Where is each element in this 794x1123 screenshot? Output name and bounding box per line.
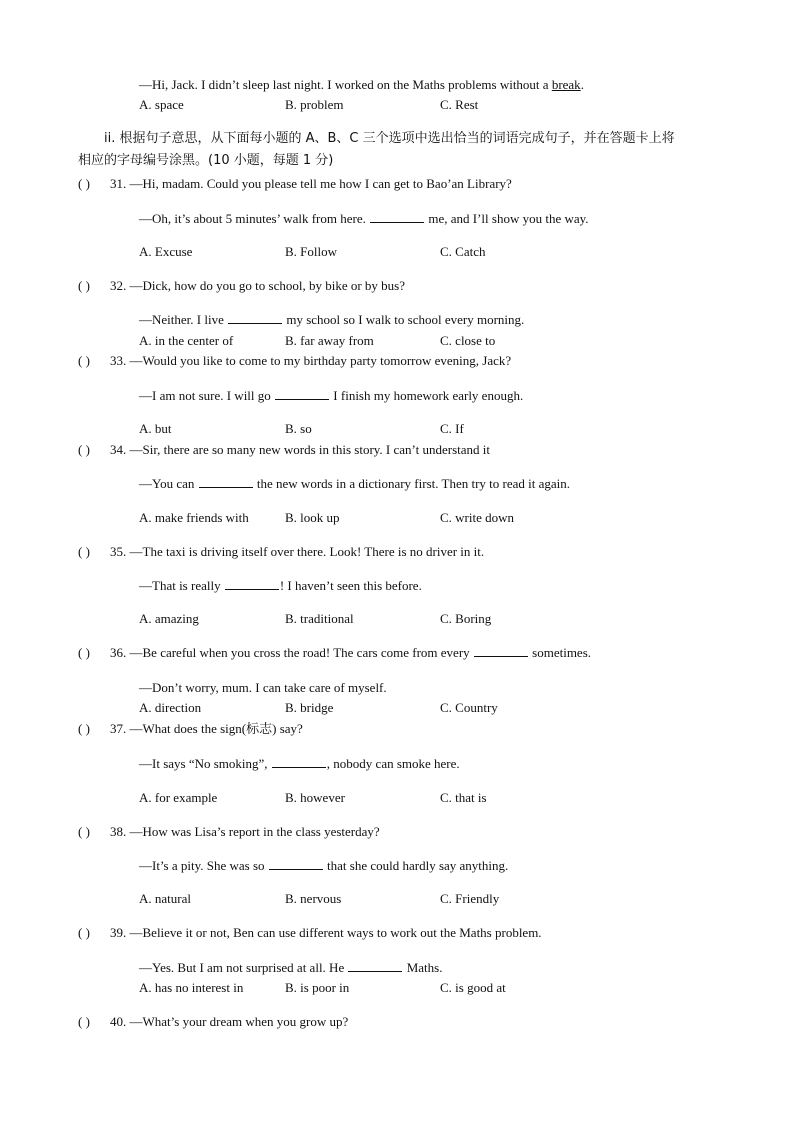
answer-text-pre: —I am not sure. I will go xyxy=(139,388,275,403)
answer-paren-38[interactable]: ( ) xyxy=(78,824,90,839)
answer-text-post: Maths. xyxy=(403,960,443,975)
option-37-c: C. that is xyxy=(440,790,487,805)
question-number: 31. xyxy=(110,176,127,191)
option-31-b: B. Follow xyxy=(285,244,338,259)
question-text: —What’s your dream when you grow up? xyxy=(129,1014,349,1029)
fill-blank xyxy=(370,211,424,223)
question-number: 38. xyxy=(110,824,127,839)
fill-blank xyxy=(199,476,253,488)
section-instruction-line1: ii. 根据句子意思，从下面每小题的 A、B、C 三个选项中选出恰当的词语完成句子，并在答题卡上将 xyxy=(104,131,675,146)
option-38-a: A. natural xyxy=(139,891,191,906)
question-text-post: sometimes. xyxy=(528,645,592,660)
option-32-c: C. close to xyxy=(440,333,496,348)
answer-paren-39[interactable]: ( ) xyxy=(78,925,90,940)
prev-dialogue-end: . xyxy=(580,77,584,92)
question-number: 35. xyxy=(110,544,127,559)
question-33 xyxy=(110,353,511,369)
answer-text-pre: —Oh, it’s about 5 minutes’ walk from here. xyxy=(139,211,370,226)
option-36-c: C. Country xyxy=(440,700,498,715)
answer-paren-35[interactable]: ( ) xyxy=(78,544,90,559)
question-36 xyxy=(110,645,591,661)
question-32 xyxy=(110,278,405,294)
answer-line-32 xyxy=(139,312,524,328)
answer-line-36: —Don’t worry, mum. I can take care of myself. xyxy=(139,680,387,695)
fill-blank xyxy=(275,388,329,400)
answer-text-pre: —You can xyxy=(139,476,198,491)
option-34-c: C. write down xyxy=(440,510,515,525)
question-31 xyxy=(110,176,512,192)
fill-blank xyxy=(225,578,279,590)
answer-line-35 xyxy=(139,578,422,594)
fill-blank xyxy=(272,756,326,768)
question-number: 40. xyxy=(110,1014,127,1029)
option-35-b: B. traditional xyxy=(285,611,354,626)
answer-paren-32[interactable]: ( ) xyxy=(78,278,90,293)
fill-blank xyxy=(269,858,323,870)
question-text: —Would you like to come to my birthday party tomorrow evening, Jack? xyxy=(129,353,512,368)
prev-option-a: A. space xyxy=(139,97,184,112)
question-35 xyxy=(110,544,484,560)
answer-text-post: my school so I walk to school every morning. xyxy=(283,312,525,327)
answer-line-37 xyxy=(139,756,460,772)
answer-text-post: ! I haven’t seen this before. xyxy=(279,578,422,593)
answer-paren-40[interactable]: ( ) xyxy=(78,1014,90,1029)
question-text: —Hi, madam. Could you please tell me how I can get to Bao’an Library? xyxy=(129,176,512,191)
question-number: 32. xyxy=(110,278,127,293)
prev-dialogue-text: —Hi, Jack. I didn’t sleep last night. I worked on the Maths problems without a xyxy=(139,77,552,92)
answer-paren-31[interactable]: ( ) xyxy=(78,176,90,191)
option-38-b: B. nervous xyxy=(285,891,342,906)
answer-text-pre: —Neither. I live xyxy=(139,312,228,327)
fill-blank xyxy=(228,312,282,324)
option-31-a: A. Excuse xyxy=(139,244,193,259)
option-31-c: C. Catch xyxy=(440,244,486,259)
answer-text-post: the new words in a dictionary first. Then try to read it again. xyxy=(253,476,571,491)
answer-line-33 xyxy=(139,388,523,404)
answer-text-post: me, and I’ll show you the way. xyxy=(425,211,589,226)
answer-text-post: , nobody can smoke here. xyxy=(326,756,460,771)
option-39-a: A. has no interest in xyxy=(139,980,244,995)
option-34-a: A. make friends with xyxy=(139,510,249,525)
question-text: —What does the sign(标志) say? xyxy=(129,721,303,736)
answer-text-post: I finish my homework early enough. xyxy=(330,388,524,403)
option-32-a: A. in the center of xyxy=(139,333,234,348)
prev-option-b: B. problem xyxy=(285,97,344,112)
answer-text-pre: —It says “No smoking”, xyxy=(139,756,271,771)
question-text-pre: —Be careful when you cross the road! The cars come from every xyxy=(129,645,473,660)
question-text: —Sir, there are so many new words in this story. I can’t understand it xyxy=(129,442,491,457)
option-39-b: B. is poor in xyxy=(285,980,350,995)
answer-paren-34[interactable]: ( ) xyxy=(78,442,90,457)
fill-blank xyxy=(474,645,528,657)
answer-text-pre: —That is really xyxy=(139,578,224,593)
option-35-a: A. amazing xyxy=(139,611,199,626)
answer-text-pre: —It’s a pity. She was so xyxy=(139,858,268,873)
question-text: —How was Lisa’s report in the class yesterday? xyxy=(129,824,380,839)
question-number: 34. xyxy=(110,442,127,457)
answer-paren-33[interactable]: ( ) xyxy=(78,353,90,368)
question-34 xyxy=(110,442,490,458)
option-36-a: A. direction xyxy=(139,700,202,715)
option-37-b: B. however xyxy=(285,790,345,805)
question-number: 39. xyxy=(110,925,127,940)
answer-line-34 xyxy=(139,476,570,492)
answer-text-pre: —Yes. But I am not surprised at all. He xyxy=(139,960,348,975)
question-number: 36. xyxy=(110,645,127,660)
question-text: —Believe it or not, Ben can use different ways to work out the Maths problem. xyxy=(129,925,542,940)
option-36-b: B. bridge xyxy=(285,700,334,715)
answer-line-39 xyxy=(139,960,442,976)
question-text: —Dick, how do you go to school, by bike or by bus? xyxy=(129,278,406,293)
question-number: 33. xyxy=(110,353,127,368)
option-35-c: C. Boring xyxy=(440,611,492,626)
underlined-word: break xyxy=(551,77,581,92)
answer-paren-37[interactable]: ( ) xyxy=(78,721,90,736)
question-38 xyxy=(110,824,380,840)
option-32-b: B. far away from xyxy=(285,333,374,348)
answer-line-31 xyxy=(139,211,589,227)
fill-blank xyxy=(348,960,402,972)
answer-line-38 xyxy=(139,858,508,874)
prev-option-c: C. Rest xyxy=(440,97,479,112)
option-33-b: B. so xyxy=(285,421,312,436)
question-number: 37. xyxy=(110,721,127,736)
option-34-b: B. look up xyxy=(285,510,340,525)
option-33-c: C. If xyxy=(440,421,464,436)
option-39-c: C. is good at xyxy=(440,980,506,995)
question-text: —The taxi is driving itself over there. Look! There is no driver in it. xyxy=(129,544,485,559)
answer-paren-36[interactable]: ( ) xyxy=(78,645,90,660)
section-instruction-line2: 相应的字母编号涂黑。(10 小题，每题 1 分) xyxy=(78,153,334,168)
question-37 xyxy=(110,721,303,737)
question-39 xyxy=(110,925,542,941)
option-37-a: A. for example xyxy=(139,790,218,805)
answer-text-post: that she could hardly say anything. xyxy=(323,858,509,873)
option-38-c: C. Friendly xyxy=(440,891,500,906)
prev-dialogue xyxy=(139,77,584,93)
option-33-a: A. but xyxy=(139,421,172,436)
question-40 xyxy=(110,1014,348,1030)
